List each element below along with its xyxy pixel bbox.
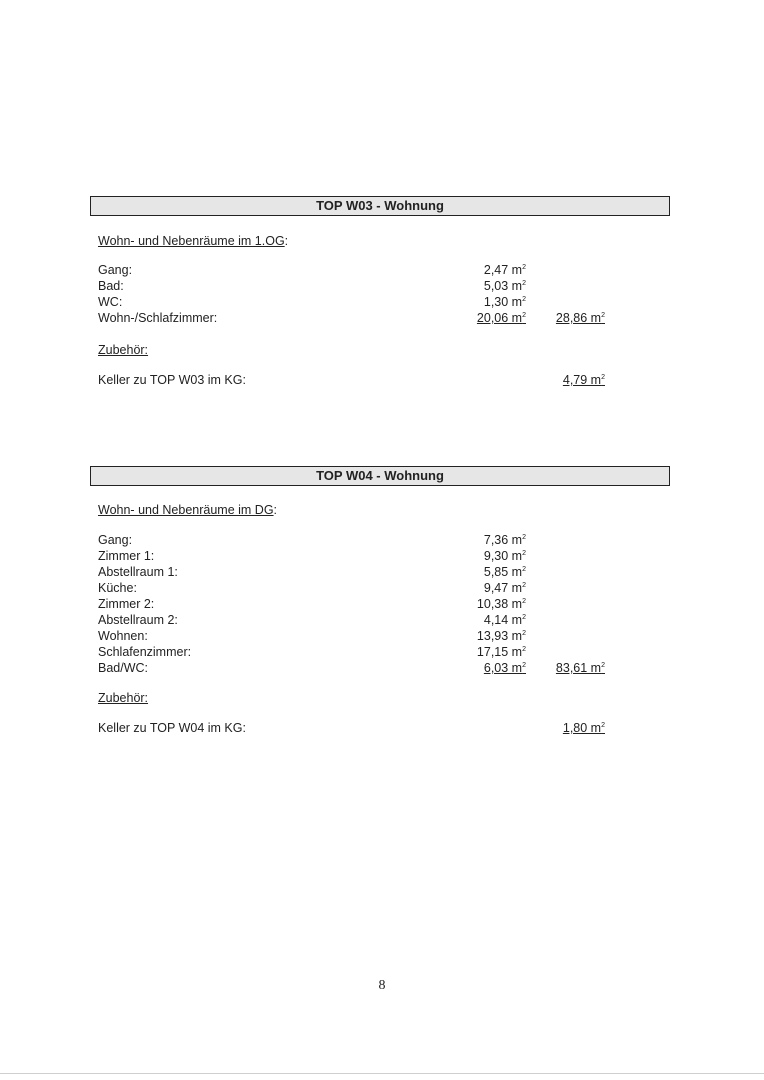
rooms-total: 83,61 $m^2$ — [555, 661, 605, 675]
accessory-row — [0, 373, 764, 389]
room-label: Gang: — [98, 533, 133, 547]
rooms-heading-text: Wohn- und Nebenräume im DG — [98, 503, 274, 517]
scan-edge-line — [0, 1073, 764, 1074]
room-row — [0, 533, 764, 549]
room-area: 5,03 $m^2$ — [483, 279, 526, 293]
room-row — [0, 279, 764, 295]
room-row — [0, 581, 764, 597]
room-label: Küche: — [98, 581, 137, 595]
room-row — [0, 613, 764, 629]
room-row — [0, 629, 764, 645]
accessory-heading-text: Zubehör: — [98, 343, 149, 357]
room-area: 9,30 $m^2$ — [483, 549, 526, 563]
rooms-heading-w03 — [98, 234, 288, 248]
rooms-heading-colon: : — [284, 234, 289, 248]
room-row — [0, 661, 764, 677]
room-label: Bad/WC: — [98, 661, 149, 675]
room-label: Gang: — [98, 263, 133, 277]
room-row — [0, 597, 764, 613]
room-label: WC: — [98, 295, 123, 309]
accessory-row — [0, 721, 764, 737]
accessory-label: Keller zu TOP W03 im KG: — [98, 373, 246, 387]
room-area: 13,93 $m^2$ — [476, 629, 526, 643]
room-area: 17,15 $m^2$ — [476, 645, 526, 659]
room-label: Schlafenzimmer: — [98, 645, 192, 659]
accessory-area: 4,79 $m^2$ — [562, 373, 605, 387]
room-label: Wohn-/Schlafzimmer: — [98, 311, 218, 325]
accessory-label: Keller zu TOP W04 im KG: — [98, 721, 246, 735]
room-area: 7,36 $m^2$ — [483, 533, 526, 547]
room-area: 20,06 $m^2$ — [476, 311, 526, 325]
room-area: 6,03 $m^2$ — [483, 661, 526, 675]
rooms-heading-w04 — [98, 503, 277, 517]
page-number: 8 — [378, 978, 386, 993]
rooms-heading-colon: : — [273, 503, 278, 517]
room-row — [0, 549, 764, 565]
room-row — [0, 565, 764, 581]
room-row — [0, 311, 764, 327]
section-header-w04: TOP W04 - Wohnung — [90, 466, 670, 486]
room-row — [0, 295, 764, 311]
room-area: 10,38 $m^2$ — [476, 597, 526, 611]
rooms-heading-text: Wohn- und Nebenräume im 1.OG — [98, 234, 285, 248]
room-row — [0, 645, 764, 661]
room-label: Zimmer 2: — [98, 597, 155, 611]
room-label: Abstellraum 1: — [98, 565, 178, 579]
room-area: 4,14 $m^2$ — [483, 613, 526, 627]
room-area: 1,30 $m^2$ — [483, 295, 526, 309]
accessory-heading-w04 — [98, 691, 148, 705]
room-area: 5,85 $m^2$ — [483, 565, 526, 579]
section-header-w03: TOP W03 - Wohnung — [90, 196, 670, 216]
accessory-heading-w03 — [98, 343, 148, 357]
room-row — [0, 263, 764, 279]
room-label: Zimmer 1: — [98, 549, 155, 563]
room-area: 9,47 $m^2$ — [483, 581, 526, 595]
room-label: Abstellraum 2: — [98, 613, 178, 627]
room-label: Wohnen: — [98, 629, 148, 643]
room-area: 2,47 $m^2$ — [483, 263, 526, 277]
rooms-total: 28,86 $m^2$ — [555, 311, 605, 325]
accessory-heading-text: Zubehör: — [98, 691, 149, 705]
room-label: Bad: — [98, 279, 124, 293]
accessory-area: 1,80 $m^2$ — [562, 721, 605, 735]
